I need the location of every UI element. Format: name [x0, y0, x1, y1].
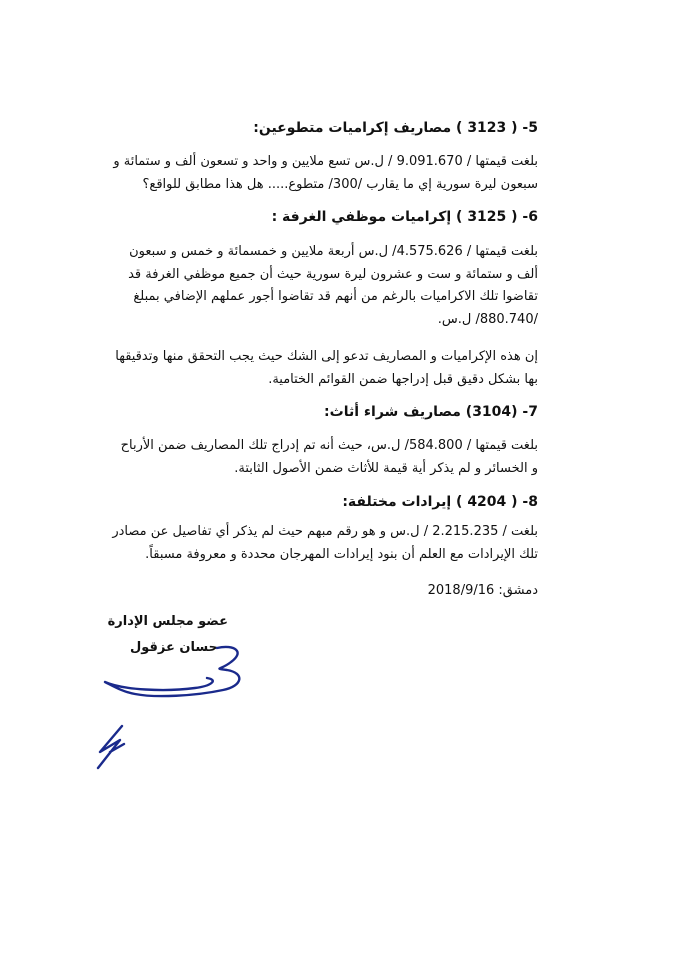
section-6-heading: 6- ( 3125 ) إكراميات موظفي الغرفة : — [271, 209, 538, 225]
paragraph-line: /880.740/ ل.س. — [437, 311, 538, 327]
paragraph-line: سبعون ليرة سورية إي ما يقارب /300/ متطوع..... هل هذا مطابق للواقع؟ — [142, 176, 538, 192]
paragraph-line: إن هذه الإكراميات و المصاريف تدعو إلى الشك حيث يجب التحقق منها وتدقيقها — [115, 349, 538, 364]
section-5-paragraph — [33, 151, 538, 196]
date-line: دمشق: 2018/9/16 — [427, 583, 538, 598]
paragraph-line: بلغت قيمتها / 584.800/ ل.س، حيث أنه تم إدراج تلك المصاريف ضمن الأرباح — [120, 438, 538, 453]
signature-title: عضو مجلس الإدارة — [107, 614, 228, 629]
section-8-paragraph — [33, 521, 538, 566]
observation-paragraph — [33, 346, 538, 391]
handwritten-signature — [95, 640, 255, 710]
paragraph-line: بها بشكل دقيق قبل إدراجها ضمن القوائم الختامية. — [268, 371, 538, 387]
section-7-paragraph — [33, 435, 538, 480]
section-5-heading: 5- ( 3123 ) مصاريف إكراميات متطوعين: — [253, 120, 538, 136]
paragraph-line: ألف و ستمائة و ست و عشرون ليرة سورية حيث أن جميع موظفي الغرفة قد — [128, 266, 538, 282]
section-7-heading: 7- (3104) مصاريف شراء أثاث: — [324, 404, 538, 420]
paragraph-line: و الخسائر و لم يذكر أية قيمة للأثاث ضمن الأصول الثابتة. — [234, 460, 538, 476]
signature-name: حسان عزقول — [129, 640, 218, 655]
paragraph-line: تلك الإيرادات مع العلم أن بنود إيرادات المهرجان محددة و معروفة مسبقاً. — [145, 546, 538, 562]
paragraph-line: تقاضوا تلك الاكراميات بالرغم من أنهم قد تقاضوا أجور عملهم الإضافي بمبلغ — [133, 289, 538, 304]
paragraph-line: بلغت قيمتها / 9.091.670 / ل.س تسع ملايين و واحد و تسعون ألف و ستمائة و — [113, 154, 538, 169]
section-6-paragraph — [33, 241, 538, 331]
section-8-heading: 8- ( 4204 ) إيرادات مختلفة: — [342, 494, 538, 510]
paragraph-line: بلغت قيمتها / 4.575.626/ ل.س أربعة ملايين و خمسمائة و خمس و سبعون — [129, 244, 538, 259]
initials-mark — [92, 722, 132, 772]
paragraph-line: بلغت / 2.215.235 / ل.س و هو رقم مبهم حيث لم يذكر أي تفاصيل عن مصادر — [112, 524, 538, 539]
